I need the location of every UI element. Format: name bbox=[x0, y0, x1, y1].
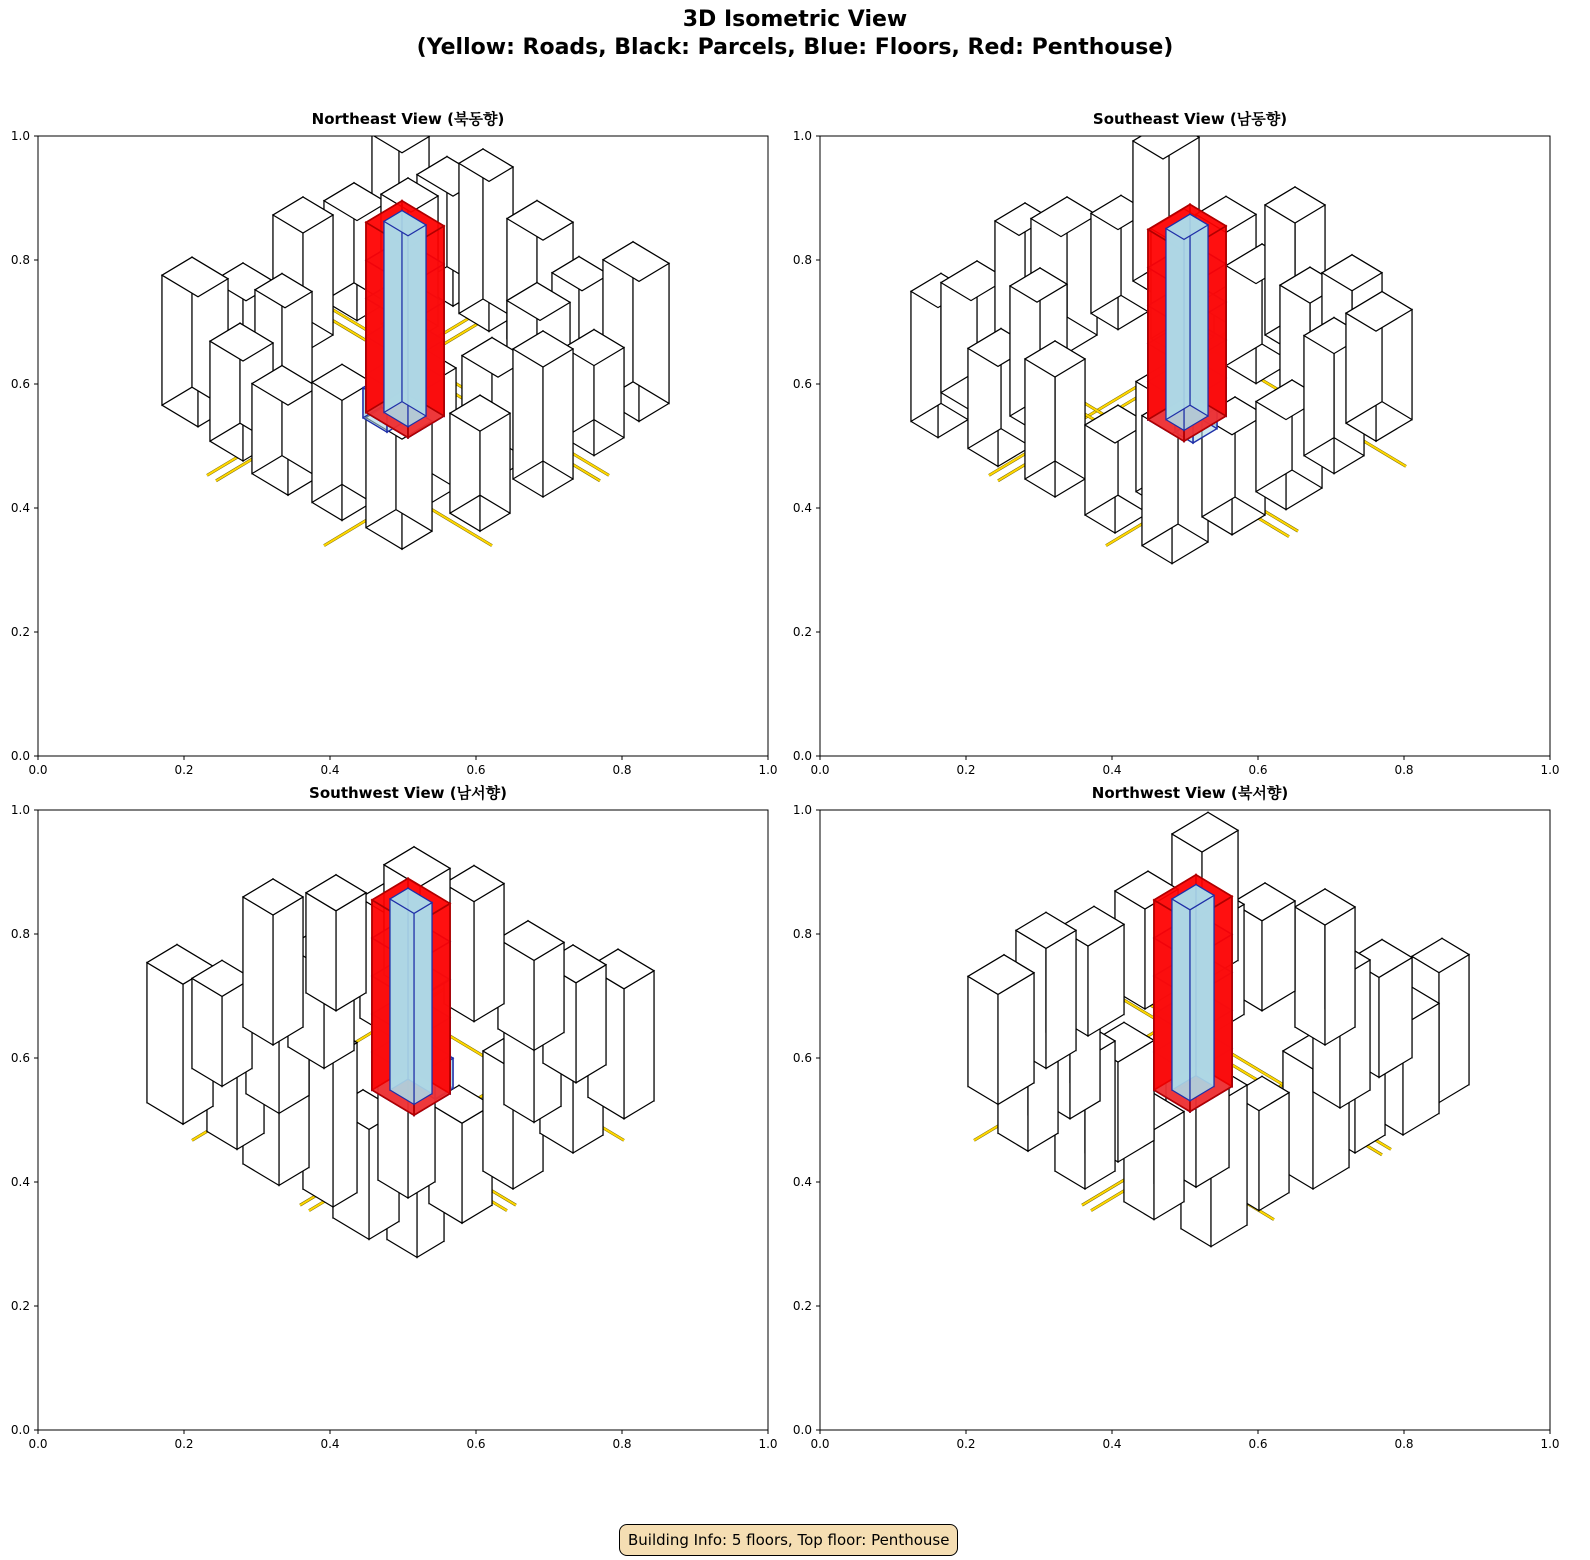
panel-title: Northwest View (북서향) bbox=[1091, 784, 1289, 802]
y-tick-label: 0.8 bbox=[10, 927, 30, 941]
axes-southeast bbox=[782, 129, 1572, 796]
penthouse-courtyard bbox=[390, 899, 414, 1104]
x-tick-label: 0.2 bbox=[174, 763, 194, 777]
y-tick-label: 0.0 bbox=[10, 1423, 30, 1437]
parcel-building bbox=[624, 971, 654, 1119]
y-tick-label: 0.6 bbox=[792, 1051, 812, 1065]
scene bbox=[147, 847, 654, 1258]
parcel-building bbox=[306, 893, 336, 1011]
y-tick-label: 0.4 bbox=[792, 1175, 812, 1189]
y-tick-label: 0.8 bbox=[10, 253, 30, 267]
parcel-building bbox=[1154, 1112, 1184, 1220]
y-tick-label: 0.4 bbox=[10, 501, 30, 515]
x-tick-label: 0.8 bbox=[1394, 1437, 1414, 1451]
parcel-building bbox=[474, 884, 504, 1022]
scene bbox=[162, 119, 669, 550]
x-tick-label: 0.4 bbox=[1102, 1437, 1122, 1451]
parcel-building bbox=[333, 1043, 357, 1207]
y-tick-label: 1.0 bbox=[792, 129, 812, 143]
parcel-building bbox=[968, 976, 998, 1104]
x-tick-label: 0.0 bbox=[810, 1437, 830, 1451]
figure-title-line-1: 3D Isometric View bbox=[682, 7, 908, 32]
parcel-building bbox=[336, 893, 366, 1011]
parcel-building bbox=[576, 965, 606, 1083]
parcel-building bbox=[1325, 907, 1355, 1045]
y-tick-label: 0.0 bbox=[10, 749, 30, 763]
penthouse-courtyard bbox=[1190, 214, 1208, 416]
parcel-building bbox=[192, 978, 222, 1086]
building-info-box: Building Info: 5 floors, Top floor: Penthouse bbox=[619, 1524, 958, 1556]
parcel-building bbox=[1259, 1093, 1289, 1211]
y-tick-label: 0.8 bbox=[792, 927, 812, 941]
y-tick-label: 0.2 bbox=[10, 625, 30, 639]
x-tick-label: 0.6 bbox=[466, 1437, 486, 1451]
y-tick-label: 0.2 bbox=[10, 1299, 30, 1313]
x-tick-label: 0.2 bbox=[956, 1437, 976, 1451]
penthouse-courtyard bbox=[384, 211, 402, 413]
parcel-building bbox=[998, 973, 1034, 1105]
parcel-building bbox=[1439, 955, 1469, 1103]
y-tick-label: 0.8 bbox=[792, 253, 812, 267]
y-tick-label: 0.0 bbox=[792, 1423, 812, 1437]
x-tick-label: 0.4 bbox=[320, 763, 340, 777]
penthouse-courtyard bbox=[1172, 899, 1190, 1101]
x-tick-label: 0.4 bbox=[320, 1437, 340, 1451]
x-tick-label: 0.6 bbox=[466, 763, 486, 777]
axes-northwest bbox=[782, 803, 1572, 1470]
x-tick-label: 1.0 bbox=[1540, 763, 1560, 777]
x-tick-label: 0.0 bbox=[28, 763, 48, 777]
parcel-building bbox=[273, 897, 303, 1045]
axes-southwest bbox=[0, 803, 790, 1470]
penthouse-courtyard bbox=[402, 211, 426, 416]
penthouse-courtyard bbox=[1190, 895, 1214, 1100]
y-tick-label: 0.6 bbox=[10, 1051, 30, 1065]
y-tick-label: 0.2 bbox=[792, 1299, 812, 1313]
x-tick-label: 0.2 bbox=[174, 1437, 194, 1451]
parcel-building bbox=[243, 897, 273, 1045]
x-tick-label: 0.2 bbox=[956, 763, 976, 777]
parcel-building bbox=[534, 942, 564, 1050]
y-tick-label: 1.0 bbox=[10, 803, 30, 817]
parcel-building bbox=[1046, 930, 1076, 1068]
x-tick-label: 1.0 bbox=[758, 763, 778, 777]
panel-title: Southwest View (남서향) bbox=[309, 784, 507, 802]
x-tick-label: 0.6 bbox=[1248, 763, 1268, 777]
x-tick-label: 1.0 bbox=[758, 1437, 778, 1451]
y-tick-label: 0.0 bbox=[792, 749, 812, 763]
x-tick-label: 0.8 bbox=[612, 763, 632, 777]
figure-title bbox=[0, 6, 1590, 62]
y-tick-label: 1.0 bbox=[10, 129, 30, 143]
parcel-building bbox=[147, 963, 183, 1125]
y-tick-label: 0.6 bbox=[10, 377, 30, 391]
x-tick-label: 0.0 bbox=[28, 1437, 48, 1451]
panel-title: Southeast View (남동향) bbox=[1092, 110, 1288, 128]
y-tick-label: 0.4 bbox=[792, 501, 812, 515]
penthouse-courtyard bbox=[1166, 214, 1190, 419]
figure-title-line-2: (Yellow: Roads, Black: Parcels, Blue: Floors, Red: Penthouse) bbox=[416, 35, 1174, 60]
panel-title: Northeast View (북동향) bbox=[311, 110, 505, 128]
penthouse-courtyard bbox=[414, 903, 432, 1105]
axes-northeast bbox=[0, 129, 790, 796]
y-tick-label: 0.4 bbox=[10, 1175, 30, 1189]
y-tick-label: 0.2 bbox=[792, 625, 812, 639]
x-tick-label: 0.8 bbox=[612, 1437, 632, 1451]
x-tick-label: 0.4 bbox=[1102, 763, 1122, 777]
y-tick-label: 1.0 bbox=[792, 803, 812, 817]
scene bbox=[911, 119, 1412, 563]
x-tick-label: 0.8 bbox=[1394, 763, 1414, 777]
parcel-building bbox=[1379, 958, 1412, 1078]
x-tick-label: 0.6 bbox=[1248, 1437, 1268, 1451]
scene bbox=[968, 812, 1469, 1246]
parcel-building bbox=[1295, 907, 1325, 1045]
y-tick-label: 0.6 bbox=[792, 377, 812, 391]
x-tick-label: 0.0 bbox=[810, 763, 830, 777]
x-tick-label: 1.0 bbox=[1540, 1437, 1560, 1451]
